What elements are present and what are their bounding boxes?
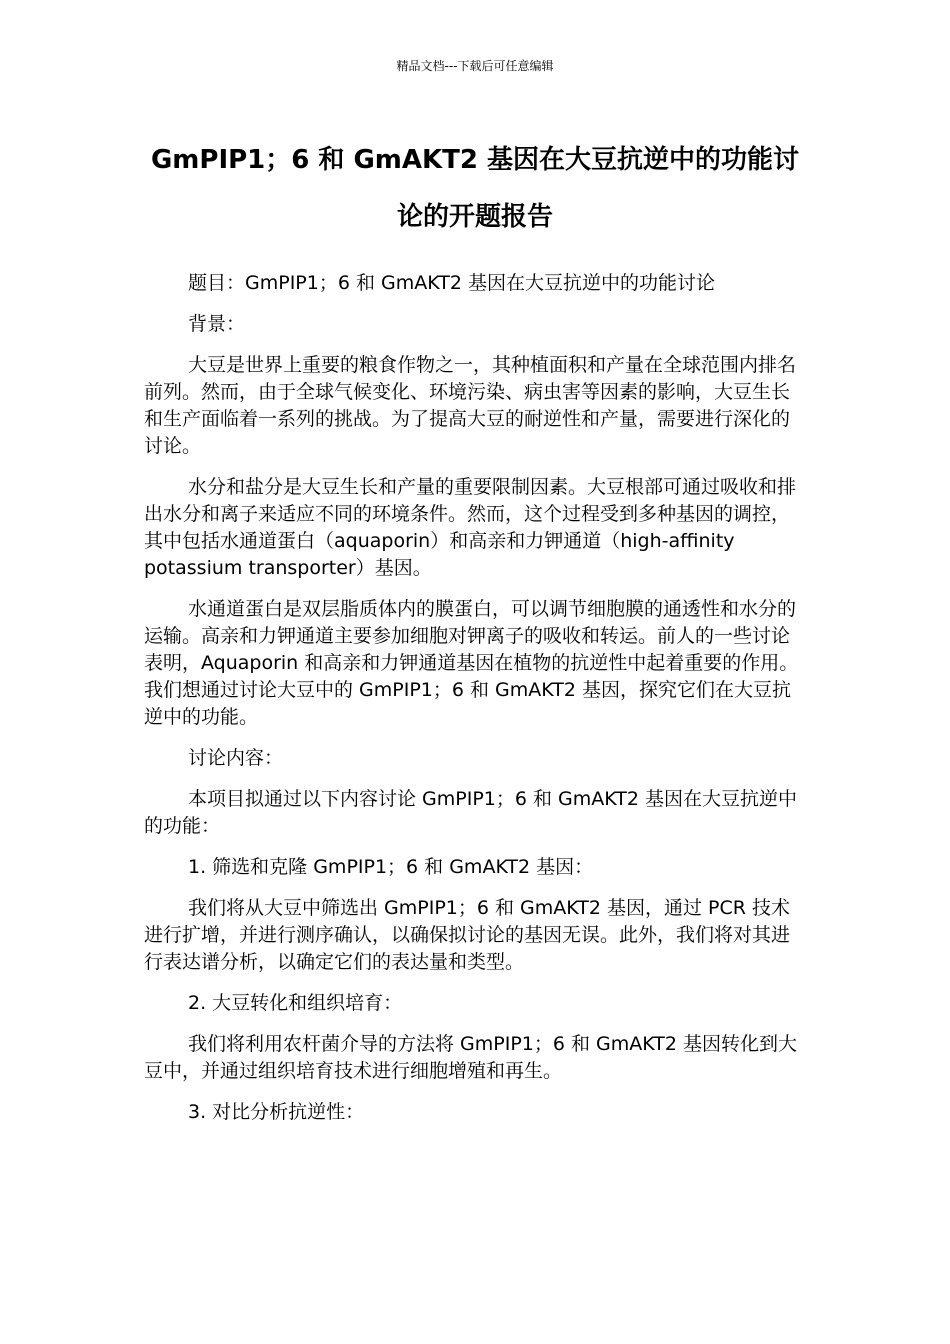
document-title: GmPIP1；6 和 GmAKT2 基因在大豆抗逆中的功能讨论的开题报告	[150, 145, 800, 232]
paragraph-step-1-body: 我们将从大豆中筛选出 GmPIP1；6 和 GmAKT2 基因，通过 PCR 技术进行扩增，并进行测序确认，以确保拟讨论的基因无误。此外，我们将对其进行表达谱分析，以确定它们的表达量和类型。	[144, 897, 791, 973]
paragraph-step-3-heading: 3. 对比分析抗逆性：	[188, 1101, 365, 1123]
paragraph-content-heading: 讨论内容：	[188, 747, 284, 769]
paragraph-background-3: 水通道蛋白是双层脂质体内的膜蛋白，可以调节细胞膜的通透性和水分的运输。高亲和力钾通道主要参加细胞对钾离子的吸收和转运。前人的一些讨论表明，Aquaporin 和高亲和力钾通道基因在植物的抗逆性中起着重要的作用。我们想通过讨论大豆中的 GmPIP1；6 和 GmAKT2 基因，探究它们在大豆抗逆中的功能。	[144, 598, 799, 728]
paragraph-content-intro: 本项目拟通过以下内容讨论 GmPIP1；6 和 GmAKT2 基因在大豆抗逆中的功能：	[144, 788, 797, 837]
document-body	[144, 270, 806, 1140]
paragraph-background-heading: 背景：	[188, 313, 246, 335]
paragraph-background-2: 水分和盐分是大豆生长和产量的重要限制因素。大豆根部可通过吸收和排出水分和离子来适应不同的环境条件。然而，这个过程受到多种基因的调控，其中包括水通道蛋白（aquaporin）和高亲和力钾通道（high-affinity potassium transporter）基因。	[144, 476, 797, 579]
paragraph-step-1-heading: 1. 筛选和克隆 GmPIP1；6 和 GmAKT2 基因：	[188, 856, 594, 878]
paragraph-step-2-heading: 2. 大豆转化和组织培育：	[188, 992, 403, 1014]
paragraph-background-1: 大豆是世界上重要的粮食作物之一，其种植面积和产量在全球范围内排名前列。然而，由于全球气候变化、环境污染、病虫害等因素的影响，大豆生长和生产面临着一系列的挑战。为了提高大豆的耐逆性和产量，需要进行深化的讨论。	[144, 354, 797, 457]
page-header: 精品文档---下载后可任意编辑	[396, 59, 554, 73]
paragraph-topic: 题目：GmPIP1；6 和 GmAKT2 基因在大豆抗逆中的功能讨论	[188, 272, 715, 294]
paragraph-step-2-body: 我们将利用农杆菌介导的方法将 GmPIP1；6 和 GmAKT2 基因转化到大豆中，并通过组织培育技术进行细胞增殖和再生。	[144, 1033, 797, 1082]
